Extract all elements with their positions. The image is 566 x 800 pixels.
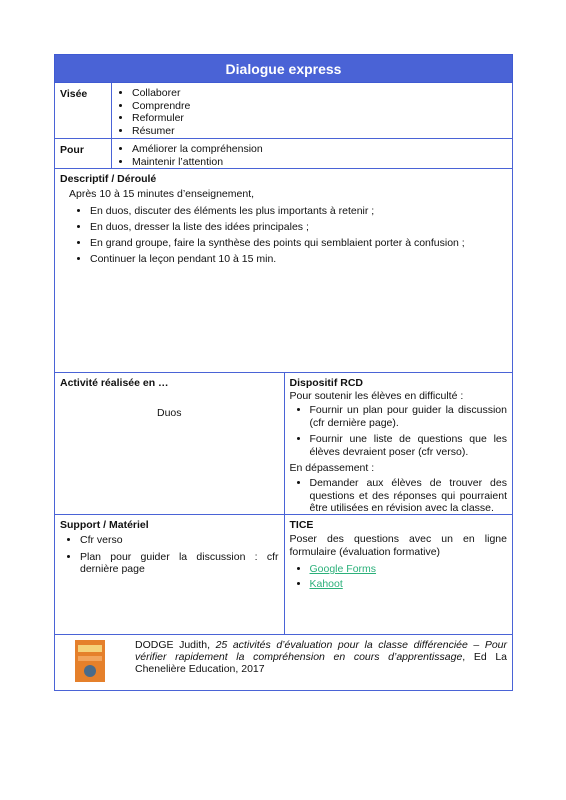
- list-item: • Maintenir l’attention: [132, 156, 506, 169]
- pour-row: [54, 139, 513, 169]
- book-cover-image: [75, 640, 105, 682]
- reference-book-title: 25 activités d’évaluation pour la classe différenciée – Pour vérifier rapidement la compréhension en cours d’apprentissage: [135, 639, 507, 663]
- activity-sheet: [54, 54, 513, 691]
- list-item: • Fournir un plan pour guider la discussion (cfr dernière page).: [310, 404, 508, 429]
- rcd-depassement-list: [290, 477, 508, 515]
- support-list: [60, 534, 279, 576]
- list-item: • Plan pour guider la discussion : cfr dernière page: [80, 551, 279, 576]
- list-item: [310, 577, 508, 592]
- list-item: • Continuer la leçon pendant 10 à 15 min.: [90, 251, 507, 267]
- google-forms-link[interactable]: Google Forms: [309, 563, 377, 575]
- rcd-label: Dispositif RCD: [289, 377, 363, 389]
- pour-content: [112, 139, 512, 168]
- vise-row: [54, 83, 513, 139]
- reference-row: [54, 635, 513, 691]
- rcd-soutien-intro: Pour soutenir les élèves en difficulté :: [289, 390, 464, 402]
- support-tice-row: [54, 515, 513, 635]
- descriptif-label: Descriptif / Déroulé: [60, 173, 157, 185]
- list-item: • En duos, discuter des éléments les plus importants à retenir ;: [90, 203, 507, 219]
- list-item: • En grand groupe, faire la synthèse des points qui semblaient porter à confusion ;: [90, 235, 507, 251]
- tice-cell: [284, 515, 513, 634]
- list-item: • Résumer: [132, 125, 506, 138]
- vise-list: [118, 87, 506, 137]
- rcd-cell: [284, 373, 513, 514]
- list-item: • En duos, dresser la liste des idées principales ;: [90, 219, 507, 235]
- reference-text: [135, 639, 507, 675]
- descriptif-row: [54, 169, 513, 373]
- activite-label: Activité réalisée en …: [60, 377, 169, 389]
- rcd-soutien-list: [290, 404, 508, 458]
- pour-list: [118, 143, 506, 168]
- list-item: • Fournir une liste de questions que les élèves devraient poser (cfr verso).: [310, 433, 508, 458]
- support-label: Support / Matériel: [60, 519, 149, 531]
- activite-cell: [55, 373, 284, 514]
- list-item: • Reformuler: [132, 112, 506, 125]
- rcd-depassement-intro: En dépassement :: [289, 462, 375, 474]
- vise-content: [112, 83, 512, 138]
- list-item: • Comprendre: [132, 100, 506, 113]
- list-item: • Collaborer: [132, 87, 506, 100]
- tice-text: Poser des questions avec un en ligne formulaire (évaluation formative): [289, 533, 507, 558]
- list-item: [310, 562, 508, 577]
- tice-links: [290, 562, 508, 592]
- descriptif-intro: Après 10 à 15 minutes d’enseignement,: [69, 188, 255, 200]
- descriptif-list: [60, 203, 507, 267]
- list-item: • Demander aux élèves de trouver des questions et des réponses qui pourraient être utilisées en révision avec la classe.: [310, 477, 508, 515]
- list-item: • Cfr verso: [80, 534, 279, 547]
- sheet-title: Dialogue express: [54, 54, 513, 83]
- vise-label: Visée: [55, 83, 112, 138]
- support-cell: [55, 515, 284, 634]
- kahoot-link[interactable]: Kahoot: [309, 578, 343, 590]
- list-item: • Améliorer la compréhension: [132, 143, 506, 156]
- tice-label: TICE: [289, 519, 314, 531]
- reference-author: DODGE Judith,: [135, 639, 216, 651]
- pour-label: Pour: [55, 139, 112, 168]
- activite-rcd-row: [54, 373, 513, 515]
- reference-publisher: , Ed La Chenelière Education, 2017: [135, 651, 508, 675]
- activite-value: Duos: [156, 407, 182, 419]
